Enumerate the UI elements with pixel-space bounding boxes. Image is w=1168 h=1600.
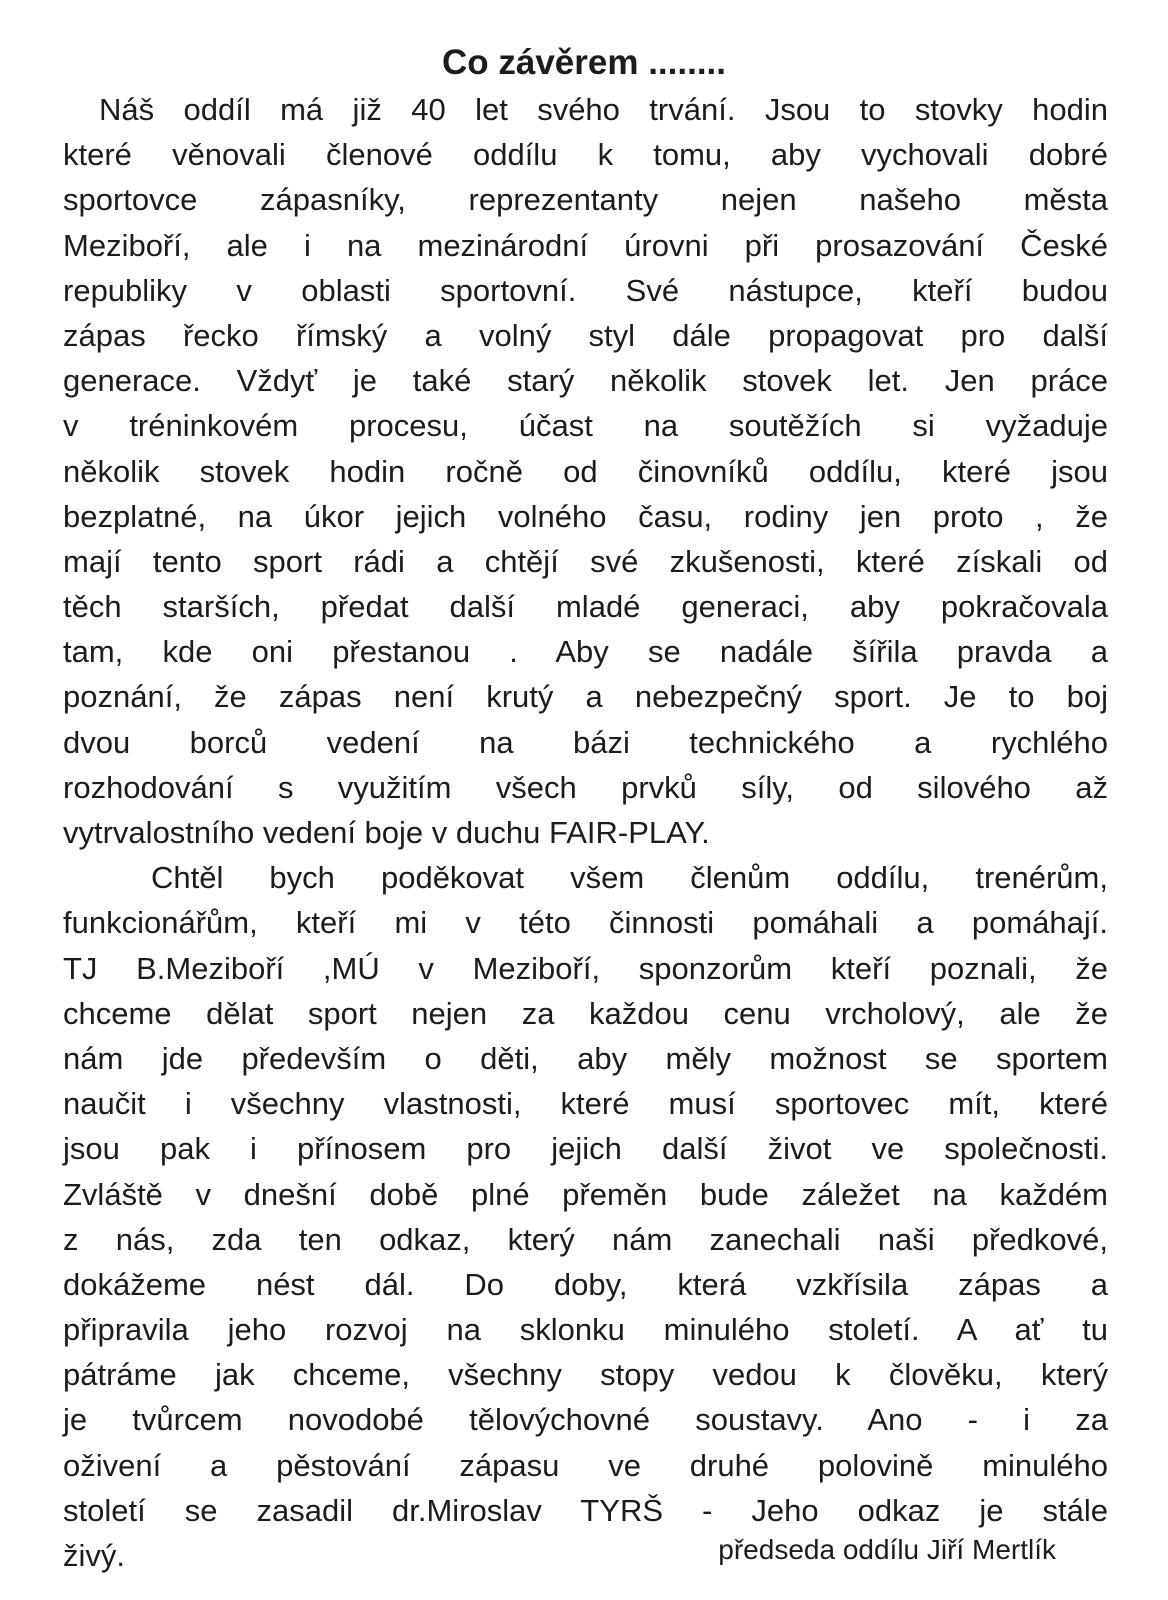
- text-line: několik stovek hodin ročně od činovníků oddílu, které jsou: [63, 453, 1108, 489]
- text-line: tam, kde oni přestanou . Aby se nadále šířila pravda a: [63, 634, 1108, 670]
- text-line: rozhodování s využitím všech prvků síly, od silového až: [63, 769, 1108, 805]
- text-line: generace. Vždyť je také starý několik stovek let. Jen práce: [63, 363, 1108, 399]
- text-line: TJ B.Meziboří ,MÚ v Meziboří, sponzorům kteří poznali, že: [63, 950, 1108, 986]
- text-line: poznání, že zápas není krutý a nebezpečný sport. Je to boj: [63, 679, 1108, 715]
- text-line: republiky v oblasti sportovní. Své nástupce, kteří budou: [63, 272, 1108, 308]
- text-line: je tvůrcem novodobé tělovýchovné soustavy. Ano - i za: [63, 1402, 1108, 1438]
- text-line: Zvláště v dnešní době plné přeměn bude záležet na každém: [63, 1176, 1108, 1212]
- text-line: funkcionářům, kteří mi v této činnosti pomáhali a pomáhají.: [63, 905, 1108, 941]
- page-title: Co závěrem ........: [442, 43, 726, 82]
- text-line: živý.: [63, 1538, 125, 1573]
- text-line: v tréninkovém procesu, účast na soutěžích si vyžaduje: [63, 408, 1108, 444]
- text-line: jsou pak i přínosem pro jejich další život ve společnosti.: [63, 1131, 1108, 1167]
- signature: předseda oddílu Jiří Mertlík: [718, 1534, 1056, 1565]
- text-line: zápas řecko římský a volný styl dále propagovat pro další: [63, 317, 1108, 353]
- text-line: sportovce zápasníky, reprezentanty nejen našeho města: [63, 182, 1108, 218]
- text-line: Meziboří, ale i na mezinárodní úrovni při prosazování České: [63, 227, 1108, 263]
- text-line: které věnovali členové oddílu k tomu, aby vychovali dobré: [63, 137, 1108, 173]
- text-line: bezplatné, na úkor jejich volného času, rodiny jen proto , že: [63, 498, 1108, 534]
- text-line: mají tento sport rádi a chtějí své zkušenosti, které získali od: [63, 543, 1108, 579]
- text-line: nám jde především o děti, aby měly možnost se sportem: [63, 1040, 1108, 1076]
- text-line: těch starších, předat další mladé generaci, aby pokračovala: [63, 589, 1108, 625]
- text-line: pátráme jak chceme, všechny stopy vedou k člověku, který: [63, 1357, 1108, 1393]
- text-line: Náš oddíl má již 40 let svého trvání. Jsou to stovky hodin: [99, 92, 1108, 127]
- text-line: Chtěl bych poděkovat všem členům oddílu, trenérům,: [151, 860, 1108, 896]
- text-line: z nás, zda ten odkaz, který nám zanechali naši předkové,: [63, 1221, 1108, 1257]
- body-text: [63, 87, 1108, 1578]
- text-line: století se zasadil dr.Miroslav TYRŠ - Jeho odkaz je stále: [63, 1492, 1108, 1528]
- text-line: dvou borců vedení na bázi technického a rychlého: [63, 724, 1108, 760]
- text-line: oživení a pěstování zápasu ve druhé polovině minulého: [63, 1447, 1108, 1483]
- text-line: naučit i všechny vlastnosti, které musí sportovec mít, které: [63, 1086, 1108, 1122]
- text-line: dokážeme nést dál. Do doby, která vzkřísila zápas a: [63, 1266, 1108, 1302]
- text-line: vytrvalostního vedení boje v duchu FAIR-PLAY.: [63, 815, 710, 850]
- text-line: chceme dělat sport nejen za každou cenu vrcholový, ale že: [63, 995, 1108, 1031]
- text-line: připravila jeho rozvoj na sklonku minulého století. A ať tu: [63, 1312, 1108, 1348]
